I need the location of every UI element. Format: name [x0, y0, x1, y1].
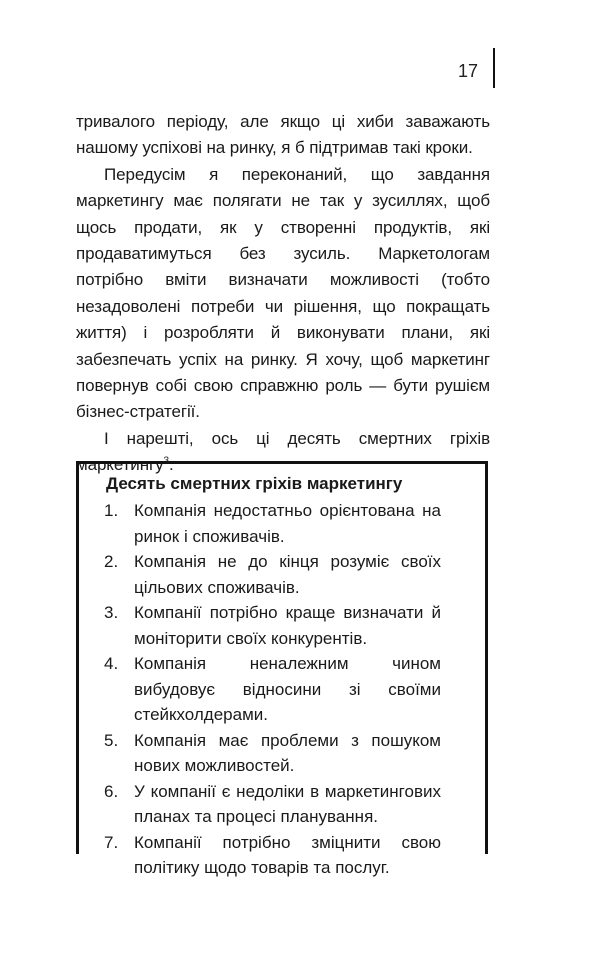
list-item-text: Компанії потрібно зміцнити свою політику щодо товарів та послуг. [134, 832, 441, 877]
list-item-number: 3. [104, 603, 119, 622]
list-item-text: Компанія не до кінця розуміє своїх цільових споживачів. [134, 552, 441, 597]
list-item [101, 728, 441, 779]
paragraph-continuation: тривалого періоду, але якщо ці хиби заважають нашому успіхові на ринку, я б підтримав такі кроки. [76, 112, 490, 158]
paragraph-ten-sins-text: І нарешті, ось ці десять смертних гріхів маркетингу [76, 428, 490, 475]
list-item-text: У компанії є недоліки в маркетингових планах та процесі планування. [134, 781, 441, 826]
list-item [101, 600, 441, 651]
list-item-text: Компанія недостатньо орієнтована на ринок і споживачів. [134, 501, 441, 546]
paragraph-marketing-task: Передусім я переконаний, що завдання маркетингу має полягати не так у зусиллях, щоб щось продати, як у створенні продуктів, які продаватимуться без зусиль. Маркетологам потрібно вміти визначати можливості (тобто незадоволені потреби чи рішення, що покращать життя) і розробляти й виконувати плани, які забезпечать успіх на ринку. Я хочу, щоб маркетинг повернув собі свою справжню роль — бути рушієм бізнес-стратегії. [76, 164, 490, 422]
list-item [101, 651, 441, 728]
sins-box-title: Десять смертних гріхів маркетингу [106, 474, 403, 493]
sins-list [101, 498, 441, 881]
page-number-rule [493, 48, 495, 88]
list-item-text: Компанія неналежним чином вибудовує відносини зі своїми стейкхолдерами. [134, 654, 441, 724]
list-item [101, 549, 441, 600]
list-item [101, 830, 441, 881]
list-item-number: 4. [104, 654, 119, 673]
list-item-text: Компанії потрібно краще визначати й моніторити своїх конкурентів. [134, 603, 441, 648]
footnote-reference[interactable]: 3 [163, 455, 169, 467]
sins-sidebar-box [76, 461, 488, 877]
list-item-number: 1. [104, 501, 119, 520]
list-item-number: 6. [104, 781, 119, 801]
list-item-number: 5. [104, 730, 119, 750]
list-item [101, 779, 441, 830]
list-item-text: Компанія має проблеми з пошуком нових можливостей. [134, 730, 441, 775]
paragraph-ten-sins-end: . [168, 455, 174, 475]
list-item [101, 498, 441, 549]
list-item-number: 7. [104, 832, 119, 852]
body-text [76, 109, 490, 479]
list-item-number: 2. [104, 552, 119, 571]
page-number: 17 [458, 61, 479, 81]
